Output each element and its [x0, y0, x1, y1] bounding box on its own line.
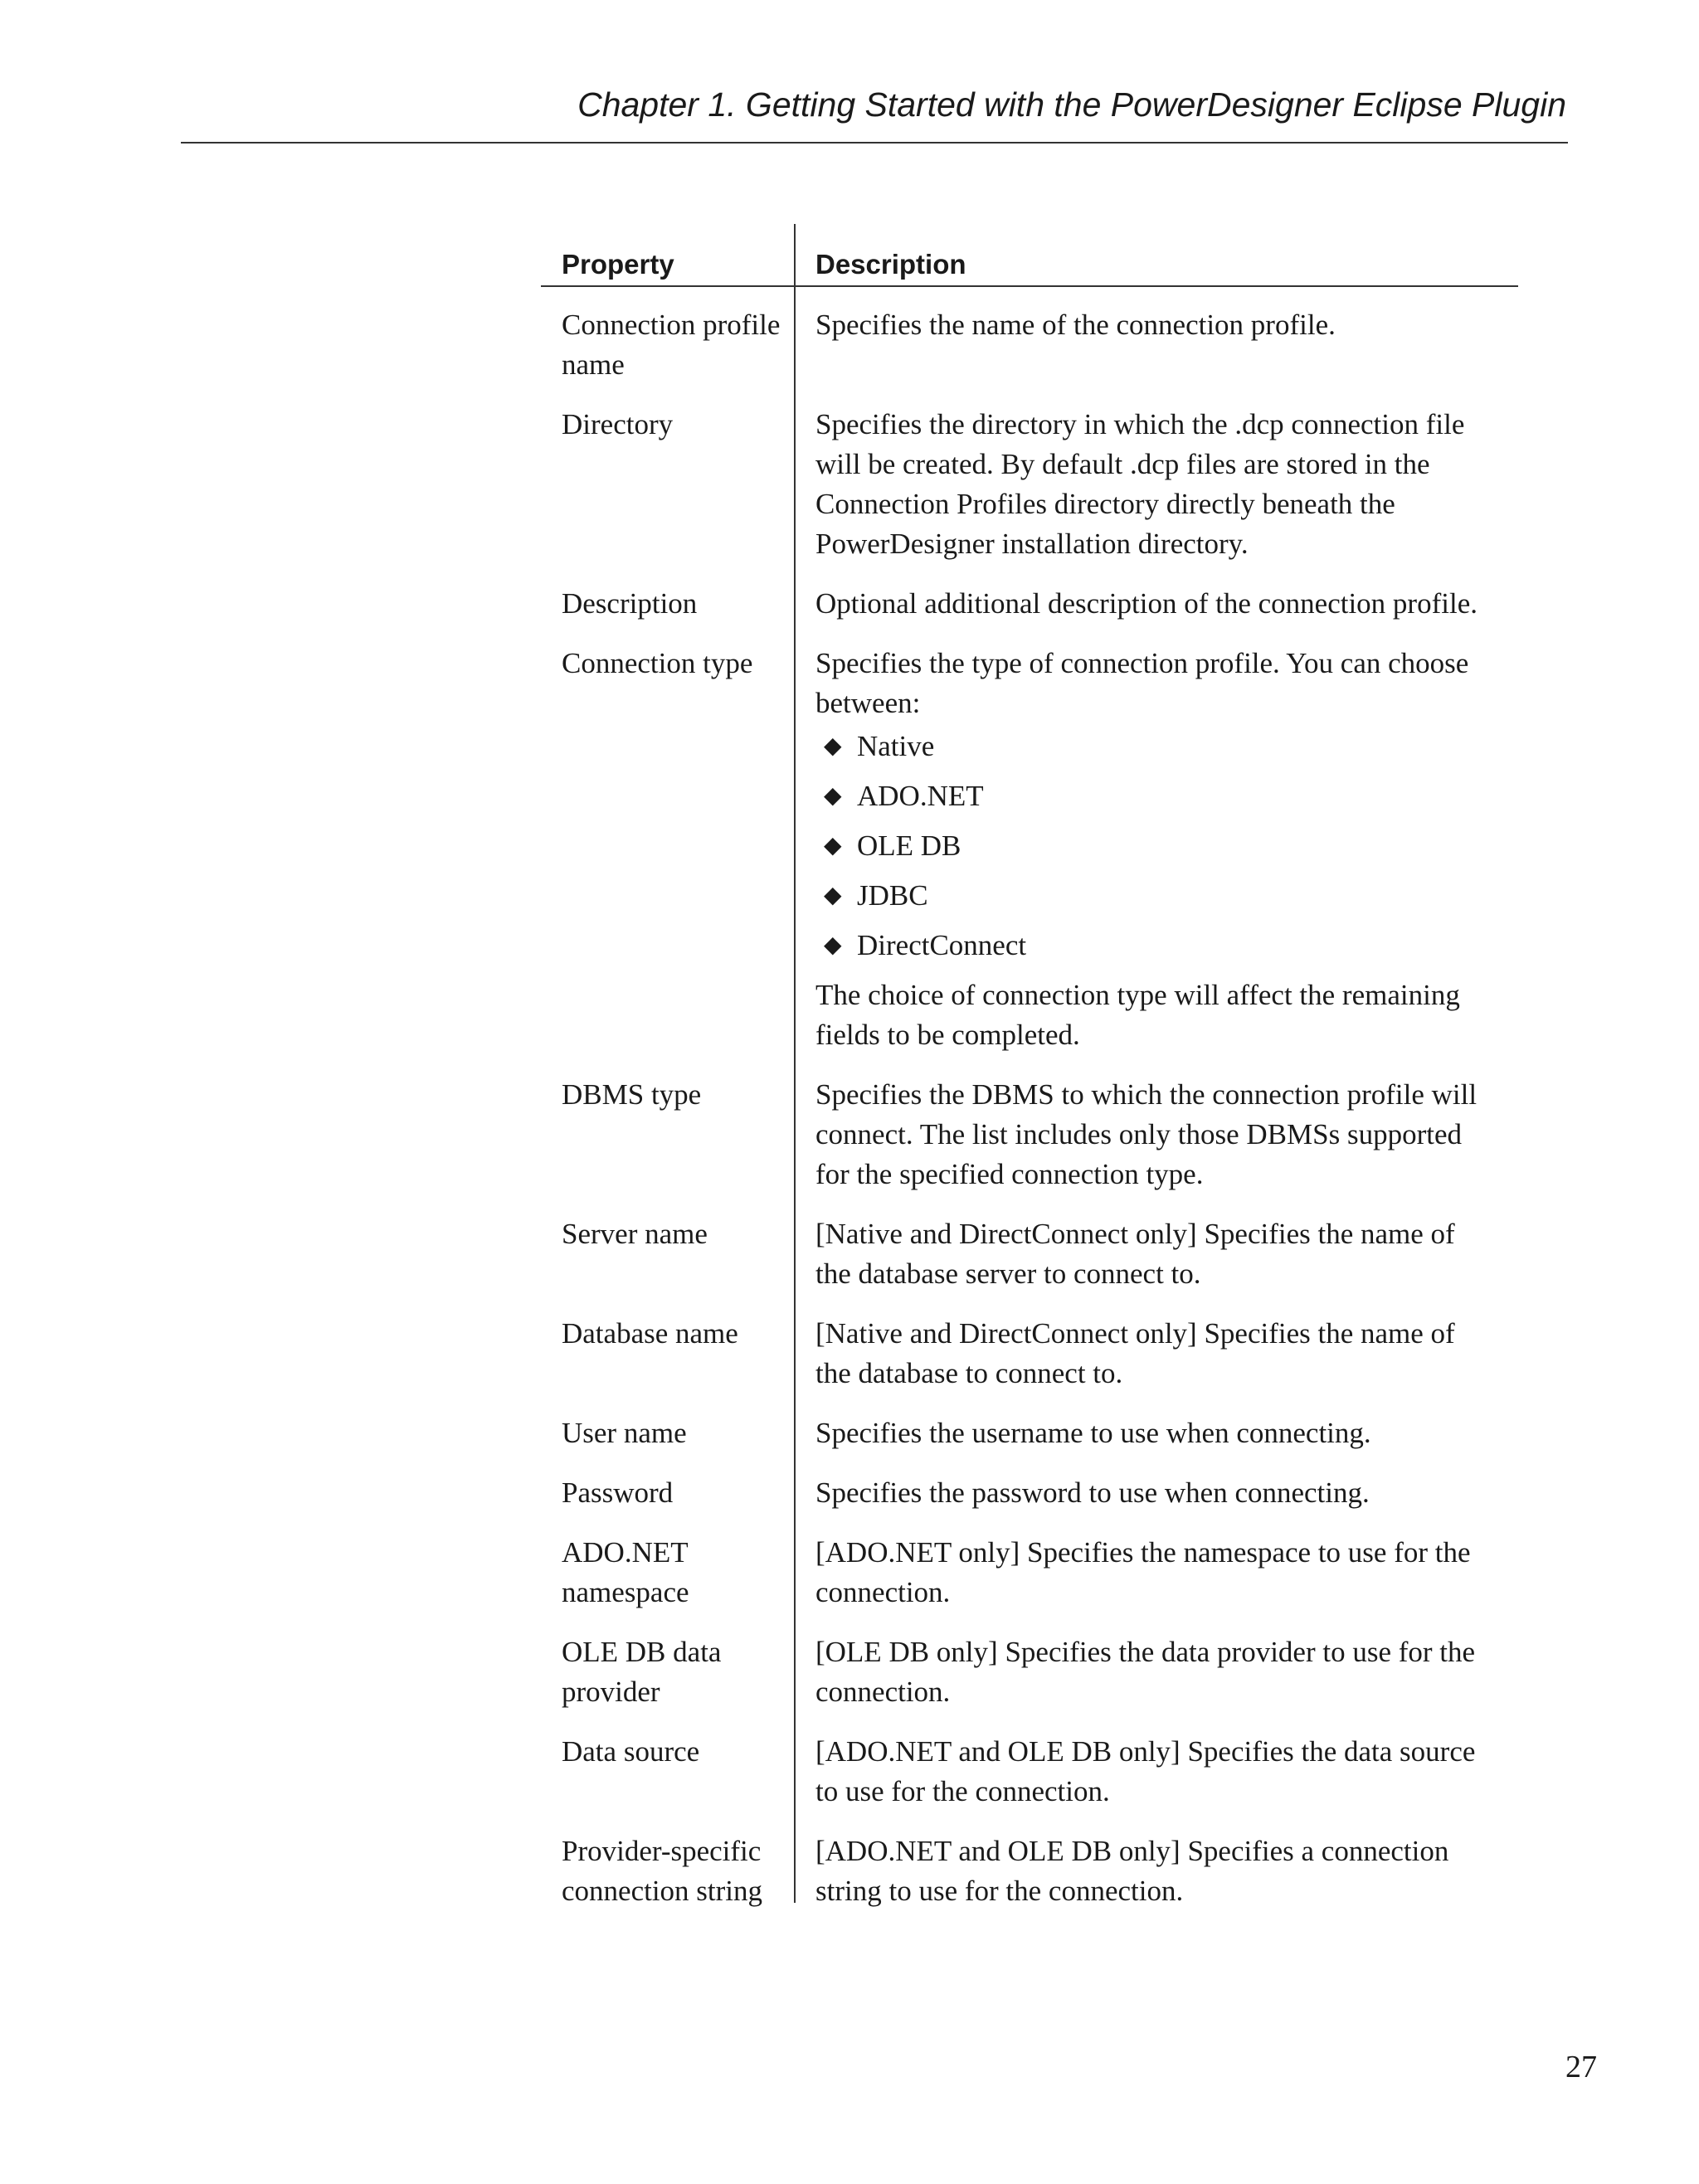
property-cell: DBMS type	[562, 1078, 702, 1111]
list-item	[815, 727, 1484, 766]
diamond-bullet-icon: ◆	[824, 883, 842, 908]
list-item	[815, 826, 1484, 866]
table-row	[541, 1732, 1518, 1812]
diamond-bullet-icon: ◆	[824, 833, 842, 859]
property-cell: OLE DB data provider	[562, 1636, 722, 1708]
description-cell: Specifies the name of the connection profile.	[815, 309, 1336, 341]
table-row	[541, 584, 1518, 624]
table-row	[541, 1314, 1518, 1394]
table-row	[541, 1075, 1518, 1194]
list-item-label: DirectConnect	[857, 929, 1027, 961]
property-cell: ADO.NET namespace	[562, 1536, 689, 1608]
page-header-title: Chapter 1. Getting Started with the PowerDesigner Eclipse Plugin	[577, 85, 1566, 124]
description-cell: [ADO.NET and OLE DB only] Specifies a connection string to use for the connection.	[815, 1835, 1449, 1907]
description-intro: Specifies the type of connection profile. You can choose between:	[815, 647, 1469, 719]
description-cell: Specifies the password to use when connecting.	[815, 1476, 1370, 1509]
description-cell: Specifies the directory in which the .dcp connection file will be created. By default .dcp files are stored in the Connection Profiles directory directly beneath the PowerDesigner installation directory.	[815, 408, 1465, 560]
table-row	[541, 644, 1518, 1055]
description-cell: [Native and DirectConnect only] Specifies the name of the database to connect to.	[815, 1317, 1455, 1389]
column-header-property: Property	[562, 249, 674, 280]
property-cell: Data source	[562, 1735, 700, 1768]
list-item-label: OLE DB	[857, 829, 961, 862]
property-cell: User name	[562, 1417, 687, 1449]
description-cell: [Native and DirectConnect only] Specifies the name of the database server to connect to.	[815, 1218, 1455, 1290]
table-row	[541, 1473, 1518, 1513]
diamond-bullet-icon: ◆	[824, 932, 842, 958]
list-item	[815, 876, 1484, 916]
property-cell: Provider-specific connection string	[562, 1835, 763, 1907]
description-cell: [OLE DB only] Specifies the data provider to use for the connection.	[815, 1636, 1476, 1708]
property-table	[541, 224, 1518, 1931]
list-item-label: ADO.NET	[857, 780, 984, 812]
description-cell	[794, 644, 1484, 1055]
table-row	[541, 1831, 1518, 1911]
connection-type-list	[815, 727, 1484, 966]
column-divider	[794, 224, 796, 1903]
property-cell: Connection type	[562, 647, 753, 679]
table-row	[541, 1214, 1518, 1294]
property-cell: Description	[562, 587, 698, 620]
description-cell: Specifies the username to use when connecting.	[815, 1417, 1371, 1449]
table-header	[541, 224, 1518, 287]
property-cell: Password	[562, 1476, 674, 1509]
property-cell: Database name	[562, 1317, 738, 1350]
list-item	[815, 926, 1484, 966]
table-row	[541, 405, 1518, 564]
table-row	[541, 1632, 1518, 1712]
property-cell: Connection profile name	[562, 309, 781, 381]
description-cell: [ADO.NET and OLE DB only] Specifies the data source to use for the connection.	[815, 1735, 1476, 1807]
description-after: The choice of connection type will affect the remaining fields to be completed.	[815, 979, 1460, 1051]
description-cell: Optional additional description of the connection profile.	[815, 587, 1477, 620]
property-cell: Server name	[562, 1218, 708, 1250]
table-row	[541, 1413, 1518, 1453]
page-number: 27	[1565, 2050, 1597, 2084]
column-header-description: Description	[815, 249, 966, 280]
property-cell: Directory	[562, 408, 674, 440]
list-item-label: JDBC	[857, 879, 928, 912]
list-item-label: Native	[857, 730, 935, 762]
table-row	[541, 1533, 1518, 1612]
diamond-bullet-icon: ◆	[824, 783, 842, 809]
table-row	[541, 305, 1518, 385]
description-cell: Specifies the DBMS to which the connection profile will connect. The list includes only those DBMSs supported for the specified connection type.	[815, 1078, 1477, 1190]
header-rule	[181, 142, 1568, 143]
description-cell: [ADO.NET only] Specifies the namespace to use for the connection.	[815, 1536, 1471, 1608]
diamond-bullet-icon: ◆	[824, 733, 842, 759]
list-item	[815, 776, 1484, 816]
